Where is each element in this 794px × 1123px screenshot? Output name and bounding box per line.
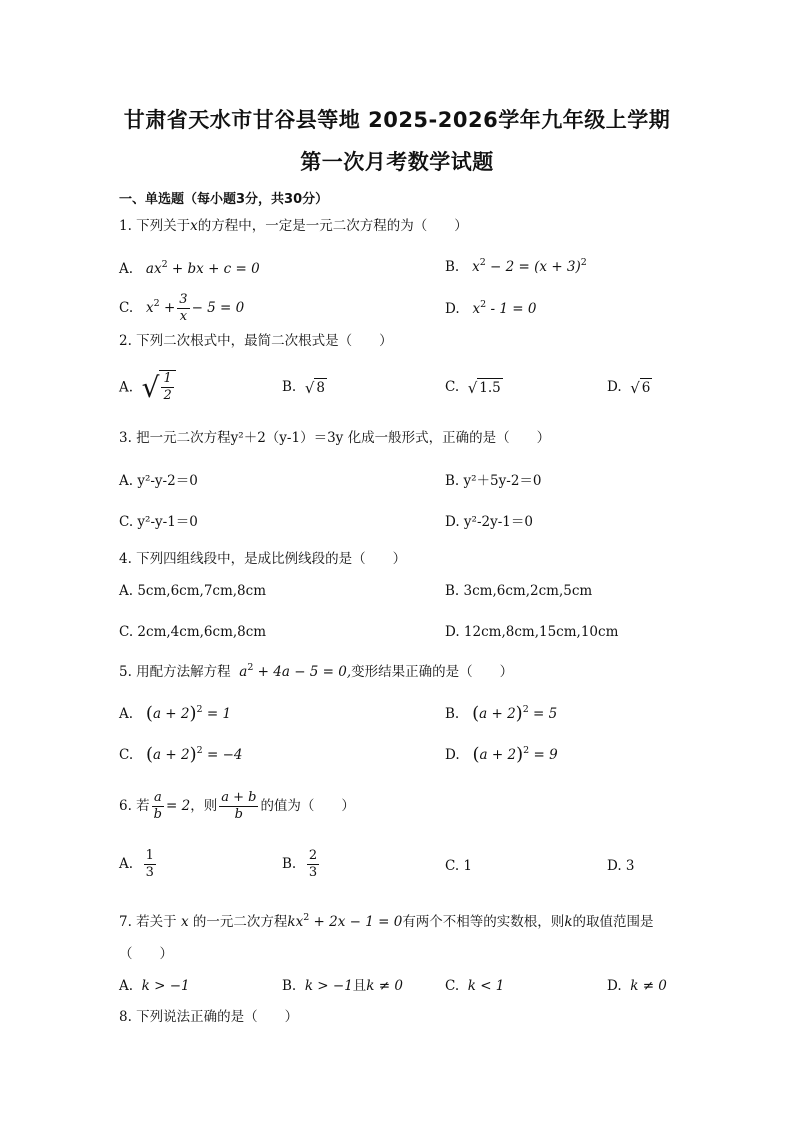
question-3-option-b: B. y²＋5y-2＝0 [445, 473, 542, 489]
question-2-option-d: D. √ 6 [607, 378, 651, 397]
question-4-option-c: C. 2cm,4cm,6cm,8cm [119, 624, 267, 640]
question-2-option-b: B. √ 8 [282, 378, 325, 397]
question-7-stem-cont: （ ） [119, 946, 173, 962]
question-1-option-b: B. $x^2 - 2 = (x + 3)^2$ [445, 257, 587, 275]
question-7-stem: 7. 若关于 x 的一元二次方程$kx^2 + 2x - 1 = 0$有两个不相等的实数根，则k的取值范围是 [119, 912, 654, 930]
question-2-option-a: A. √ $\frac{1}{2}$ [119, 370, 176, 406]
question-3-stem: 3. 把一元二次方程y²＋2（y-1）＝3y 化成一般形式，正确的是（ ） [119, 430, 551, 446]
question-7-option-d: D. k ≠ 0 [607, 978, 667, 994]
question-1-stem: 1. 下列关于x的方程中，一定是一元二次方程的为（ ） [119, 218, 468, 234]
question-1-option-a: A. $ax^2$ + bx + c = 0 [119, 259, 260, 277]
question-7-option-c: C. k < 1 [445, 978, 505, 994]
question-6-stem: 6. 若 $\frac{a}{b}$ = 2，则 $\frac{a + b}{b}$ 的值为（ ） [119, 790, 355, 822]
question-6-option-b: B. $\frac{2}{3}$ [282, 848, 318, 880]
question-5-stem: 5. 用配方法解方程 $a^2 + 4a - 5 = 0$,变形结果正确的是（ ） [119, 662, 514, 680]
question-7-option-a: A. k > −1 [119, 978, 190, 994]
question-5-option-a: A. $(a + 2)^2 = 1$ [119, 703, 232, 724]
question-4-option-b: B. 3cm,6cm,2cm,5cm [445, 583, 593, 599]
question-2-option-c: C. √ 1.5 [445, 378, 501, 397]
question-6-option-d: D. 3 [607, 858, 635, 874]
question-8-stem: 8. 下列说法正确的是（ ） [119, 1009, 299, 1025]
question-3-option-d: D. y²-2y-1＝0 [445, 514, 533, 530]
question-5-option-c: C. $(a + 2)^2 = -4$ [119, 744, 243, 765]
question-6-option-c: C. 1 [445, 858, 473, 874]
question-3-option-a: A. y²-y-2＝0 [119, 473, 198, 489]
question-4-option-d: D. 12cm,8cm,15cm,10cm [445, 624, 619, 640]
question-5-option-b: B. $(a + 2)^2 = 5$ [445, 703, 558, 724]
question-1-option-c: C. $x^2$ + $\frac{3}{x}$ − 5 = 0 [119, 292, 245, 324]
section-heading: 一、单选题（每小题3分，共30分） [119, 192, 329, 207]
exam-title-line1: 甘肃省天水市甘谷县等地 2025-2026学年九年级上学期 [123, 108, 671, 132]
question-4-option-a: A. 5cm,6cm,7cm,8cm [119, 583, 267, 599]
question-1-option-d: D. $x^2 - 1 = 0$ [445, 299, 537, 317]
question-6-option-a: A. $\frac{1}{3}$ [119, 848, 154, 880]
question-7-option-b: B. k > −1且k ≠ 0 [282, 978, 403, 994]
question-5-option-d: D. $(a + 2)^2 = 9$ [445, 744, 558, 765]
question-2-stem: 2. 下列二次根式中，最简二次根式是（ ） [119, 333, 393, 349]
question-3-option-c: C. y²-y-1＝0 [119, 514, 198, 530]
exam-title-line2: 第一次月考数学试题 [300, 150, 494, 174]
question-4-stem: 4. 下列四组线段中，是成比例线段的是（ ） [119, 551, 407, 567]
